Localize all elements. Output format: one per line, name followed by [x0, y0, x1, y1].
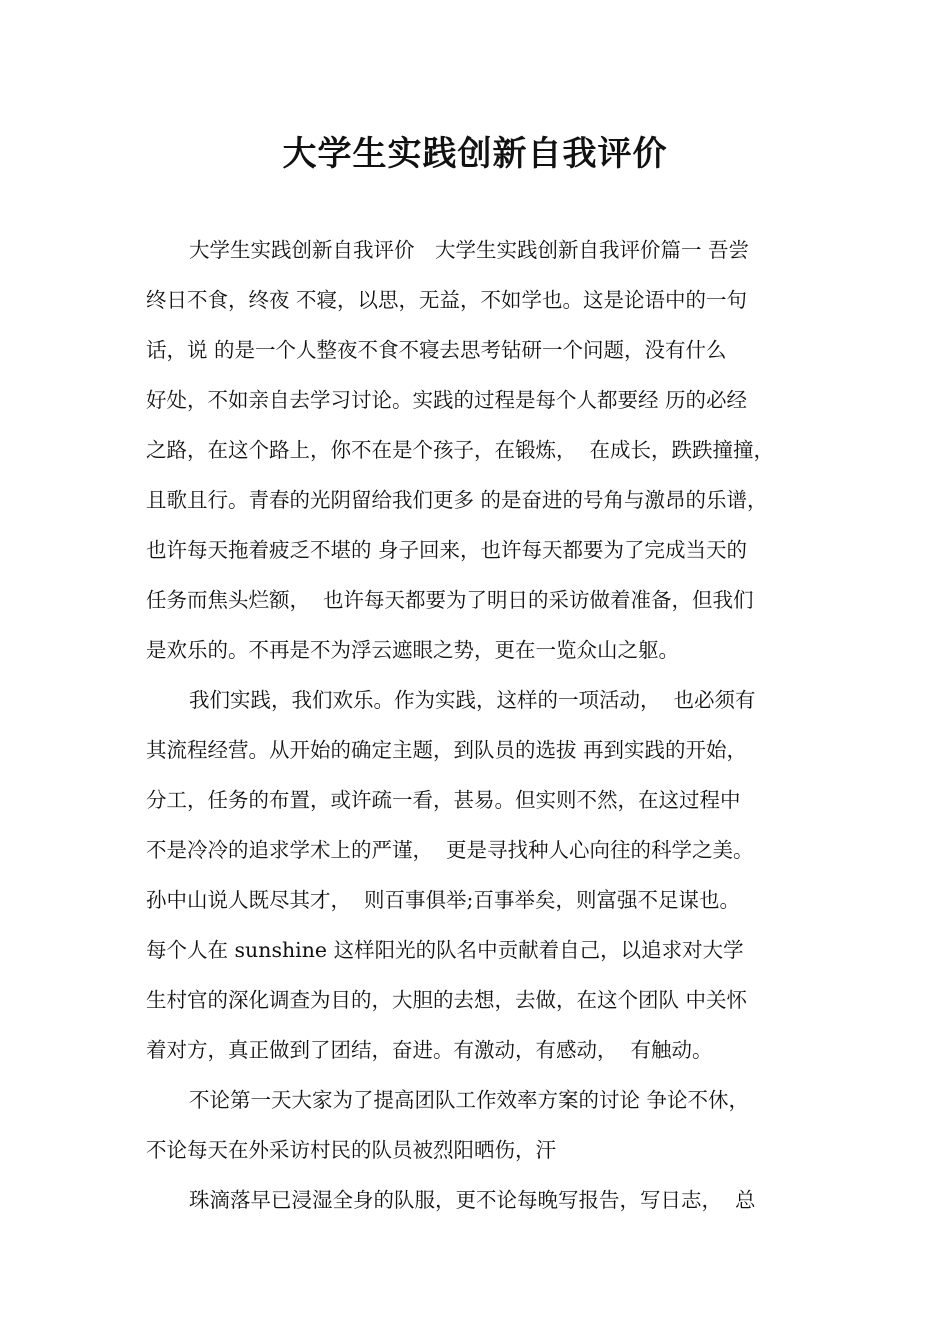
body-line-8: 任务而焦头烂额， 也许每天都要为了明日的采访做着准备，但我们	[146, 588, 754, 612]
body-line-2: 终日不食，终夜 不寝，以思，无益，不如学也。这是论语中的一句	[146, 288, 748, 312]
body-line-9: 是欢乐的。不再是不为浮云遮眼之势，更在一览众山之躯。	[146, 638, 679, 662]
body-line-7: 也许每天拖着疲乏不堪的 身子回来，也许每天都要为了完成当天的	[146, 538, 748, 562]
body-line-6: 且歌且行。青春的光阴留给我们更多 的是奋进的号角与激昂的乐谱，	[146, 488, 768, 512]
body-line-17: 着对方，真正做到了团结，奋进。有激动，有感动， 有触动。	[146, 1038, 713, 1062]
body-line-11: 其流程经营。从开始的确定主题，到队员的选拔 再到实践的开始，	[146, 738, 748, 762]
body-line-20: 珠滴落早已浸湿全身的队服，更不论每晚写报告，写日志， 总	[189, 1188, 756, 1212]
body-line-12: 分工，任务的布置，或许疏一看，甚易。但实则不然，在这过程中	[146, 788, 741, 812]
body-line-3: 话，说 的是一个人整夜不食不寝去思考钻研一个问题，没有什么	[146, 338, 727, 362]
body-line-1: 大学生实践创新自我评价 大学生实践创新自我评价篇一 吾尝	[189, 238, 750, 262]
body-line-19: 不论每天在外采访村民的队员被烈阳晒伤，汗	[146, 1138, 556, 1162]
body-line-15: 每个人在 sunshine 这样阳光的队名中贡献着自己，以追求对大学	[146, 938, 744, 962]
document-title: 大学生实践创新自我评价	[282, 134, 668, 174]
body-line-5: 之路，在这个路上，你不在是个孩子，在锻炼， 在成长，跌跌撞撞，	[146, 438, 775, 462]
body-line-13: 不是冷冷的追求学术上的严谨， 更是寻找种人心向往的科学之美。	[146, 838, 754, 862]
body-line-4: 好处，不如亲自去学习讨论。实践的过程是每个人都要经 历的必经	[146, 388, 748, 412]
body-line-14: 孙中山说人既尽其才， 则百事俱举;百事举矣，则富强不足谋也。	[146, 888, 740, 912]
body-line-18: 不论第一天大家为了提高团队工作效率方案的讨论 争论不休，	[189, 1088, 750, 1112]
body-line-16: 生村官的深化调查为目的，大胆的去想，去做，在这个团队 中关怀	[146, 988, 748, 1012]
body-line-10: 我们实践，我们欢乐。作为实践，这样的一项活动， 也必须有	[189, 688, 756, 712]
